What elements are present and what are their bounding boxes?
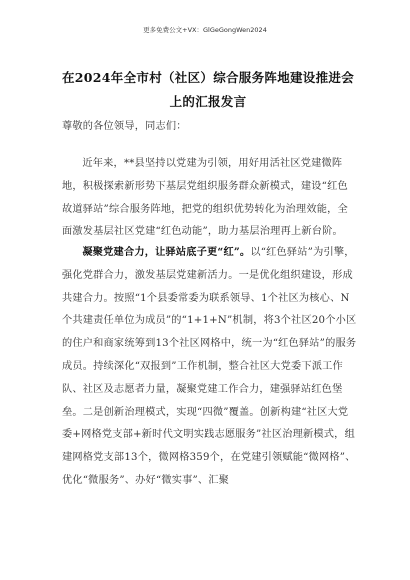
paragraph-section-one-lead: 凝聚党建合力，让驿站底子更“红”。 [82,246,251,258]
header-note: 更多免费公文+VX：GlGeGongWen2024 [143,26,267,34]
paragraph-section-one [62,241,358,493]
paragraph-intro-text: 近年来，**县坚持以党建为引领，用好用活社区党建微阵地，积极探索新形势下基层党组织服务群众新模式，建设“红色故道驿站”综合服务阵地，把党的组织优势转化为治理效能，全面激发基层社区党建“红色动能”，助力基层治理再上新台阶。 [62,158,348,238]
paragraph-intro [62,152,358,244]
salutation: 尊敬的各位领导，同志们： [62,121,187,132]
document-title: 在2024年全市村（社区）综合服务阵地建设推进会上的汇报发言 [62,70,354,109]
paragraph-section-one-text: 以“红色驿站”为引擎，强化党群合力，激发基层党建新活力。一是优化组织建设，形成共建合力。按照“1个县委常委为联系领导、1个社区为核心、N个共建责任单位为成员”的“1+1+N”机制，将3个社区20个小区的住户和商家统筹到13个社区网格中，统一为“红色驿站”的服务成员。持续深化“双报到”工作机制，整合社区大党委下派工作队、社区及志愿者力量，凝聚党建工作合力，建强驿站红色堡垒。二是创新治理模式，实现“四微”覆盖。创新构建“社区大党委+网格党支部+新时代文明实践志愿服务”社区治理新模式，组建网格党支部13个，微网格359个，在党建引领赋能“微网格”、优化“微服务”、办好“微实事”、汇聚 [62,247,357,486]
